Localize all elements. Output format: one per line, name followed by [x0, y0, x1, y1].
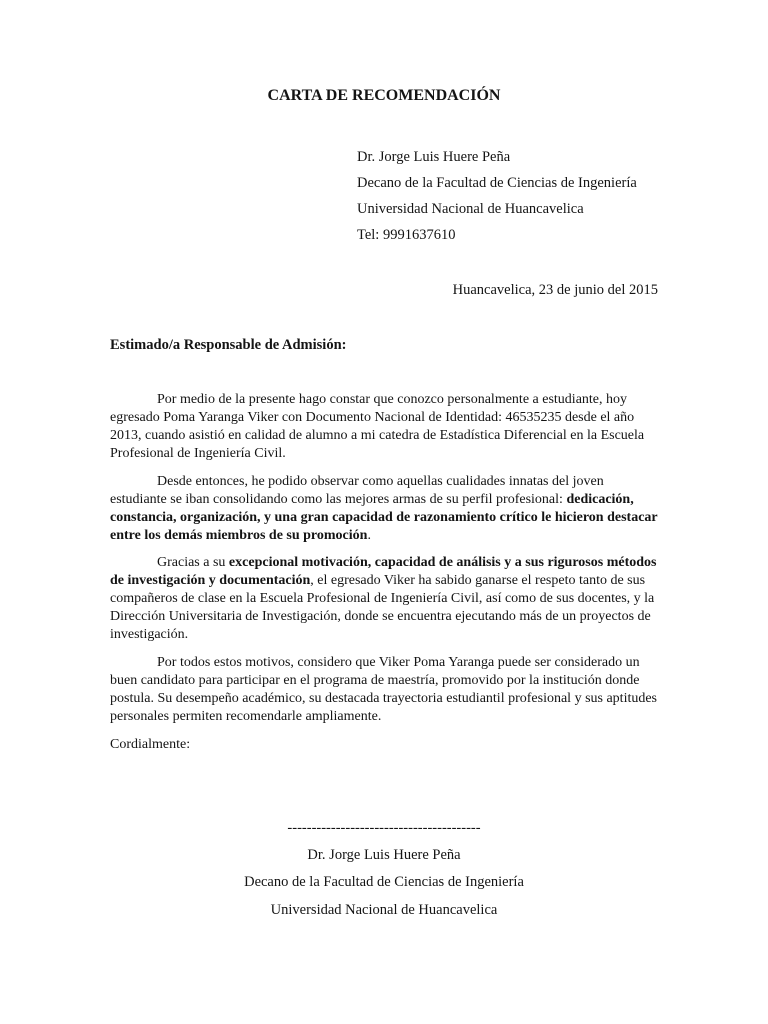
body-paragraph-3	[110, 554, 658, 644]
recipient-position: Decano de la Facultad de Ciencias de Ingeniería	[357, 175, 637, 191]
signature-position: Decano de la Facultad de Ciencias de Ingeniería	[244, 874, 524, 890]
letter-title: CARTA DE RECOMENDACIÓN	[267, 87, 501, 104]
letter-date: Huancavelica, 23 de junio del 2015	[452, 282, 658, 298]
salutation: Estimado/a Responsable de Admisión:	[110, 337, 347, 353]
closing: Cordialmente:	[110, 737, 191, 752]
signature-line: ----------------------------------------	[287, 820, 481, 836]
signature-institution: Universidad Nacional de Huancavelica	[270, 902, 498, 918]
recipient-institution: Universidad Nacional de Huancavelica	[357, 201, 584, 217]
signature-name: Dr. Jorge Luis Huere Peña	[307, 847, 461, 863]
paragraph-3-text-after: , el egresado Viker ha sabido ganarse el respeto tanto de sus compañeros de clase en la Escuela Profesional de Ingeniería Civil, así como de sus docentes, y la Dirección Universitaria de Investigación, donde se encuentra ejecutando más de un proyectos de investigación.	[110, 573, 655, 642]
recipient-phone: Tel: 9991637610	[357, 227, 456, 243]
paragraph-2-text-after: .	[367, 528, 371, 543]
paragraph-3-text-before: Gracias a su	[157, 555, 229, 570]
paragraph-2-bold-text: dedicación, constancia, organización, y una gran capacidad de razonamiento crítico le hicieron destacar entre los demás miembros de su promoción	[110, 492, 658, 543]
paragraph-3-bold-text: excepcional motivación, capacidad de análisis y a sus rigurosos métodos de investigación y documentación	[110, 555, 657, 588]
paragraph-2-text-before: Desde entonces, he podido observar como aquellas cualidades innatas del joven estudiante se iban consolidando como las mejores armas de su perfil profesional:	[110, 474, 604, 507]
body-paragraph-2	[110, 473, 658, 545]
body-paragraph-1: Por medio de la presente hago constar que conozco personalmente a estudiante, hoy egresado Poma Yaranga Viker con Documento Nacional de Identidad: 46535235 desde el año 2013, cuando asistió en calidad de alumno a mi catedra de Estadística Diferencial en la Escuela Profesional de Ingeniería Civil.	[110, 392, 645, 461]
recipient-name: Dr. Jorge Luis Huere Peña	[357, 149, 511, 165]
body-paragraph-4: Por todos estos motivos, considero que Viker Poma Yaranga puede ser considerado un buen candidato para participar en el programa de maestría, promovido por la institución donde postula. Su desempeño académico, su destacada trayectoria estudiantil profesional y sus aptitudes personales permiten recomendarle ampliamente.	[110, 655, 658, 724]
